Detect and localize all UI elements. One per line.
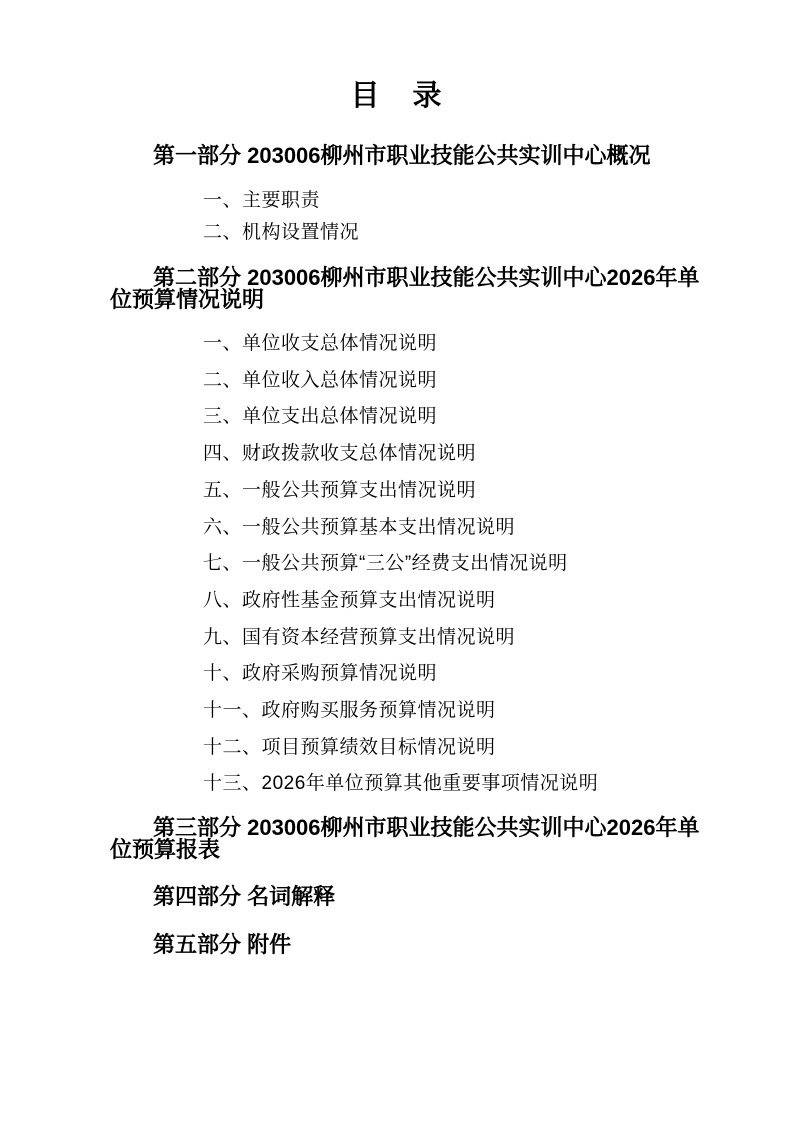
- toc-item: 五、一般公共预算支出情况说明: [203, 480, 477, 501]
- toc-item: 八、政府性基金预算支出情况说明: [203, 590, 496, 611]
- part2-heading-line1: 第二部分 203006柳州市职业技能公共实训中心2026年单: [153, 265, 700, 290]
- toc-item: 九、国有资本经营预算支出情况说明: [203, 627, 516, 648]
- toc-item: 十一、政府购买服务预算情况说明: [203, 700, 496, 721]
- toc-item: 六、一般公共预算基本支出情况说明: [203, 517, 516, 538]
- toc-item: 十、政府采购预算情况说明: [203, 663, 438, 684]
- part5-heading: 第五部分 附件: [153, 932, 292, 957]
- part3-heading-line2: 位预算报表: [110, 837, 221, 862]
- toc-item: 二、机构设置情况: [203, 222, 360, 243]
- page-title: 目 录: [350, 80, 444, 112]
- part1-heading: 第一部分 203006柳州市职业技能公共实训中心概况: [153, 143, 651, 168]
- toc-item: 十三、2026年单位预算其他重要事项情况说明: [203, 773, 599, 794]
- toc-item: 一、主要职责: [203, 190, 321, 211]
- toc-item: 二、单位收入总体情况说明: [203, 370, 438, 391]
- part4-heading: 第四部分 名词解释: [153, 884, 336, 909]
- toc-item: 四、财政拨款收支总体情况说明: [203, 443, 477, 464]
- toc-item: 十二、项目预算绩效目标情况说明: [203, 737, 496, 758]
- part2-heading-line2: 位预算情况说明: [110, 287, 265, 312]
- toc-item: 七、一般公共预算“三公”经费支出情况说明: [203, 553, 568, 574]
- toc-item: 一、单位收支总体情况说明: [203, 333, 438, 354]
- part3-heading-line1: 第三部分 203006柳州市职业技能公共实训中心2026年单: [153, 815, 700, 840]
- toc-item: 三、单位支出总体情况说明: [203, 406, 438, 427]
